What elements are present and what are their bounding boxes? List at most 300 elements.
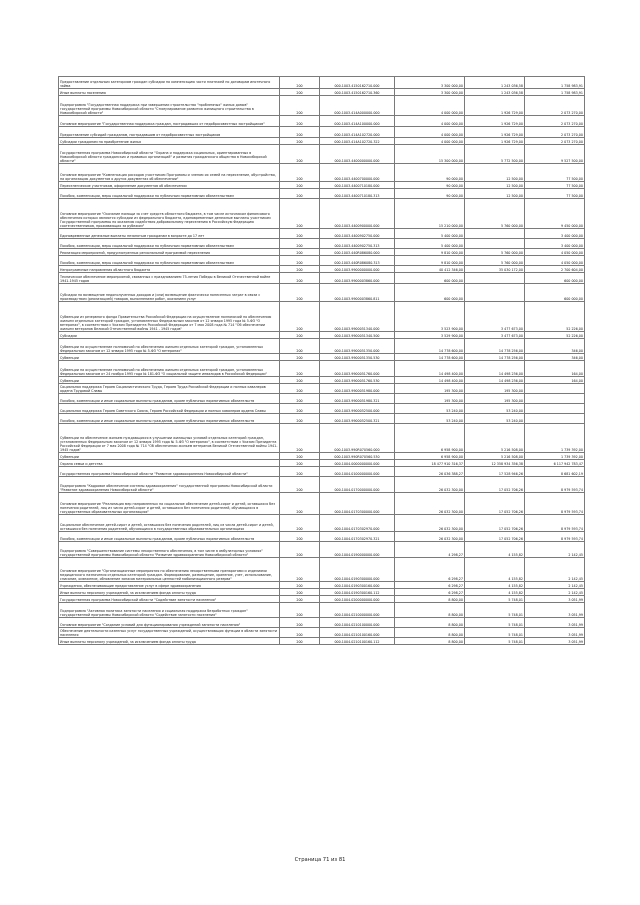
row-executed-amount	[465, 284, 525, 302]
table-row	[59, 414, 585, 424]
row-remaining-amount: 346,00	[525, 339, 585, 354]
table-row	[59, 596, 585, 603]
row-executed-amount: 4 155,82	[465, 582, 525, 589]
table-row	[59, 249, 585, 256]
row-approved-amount: 6 958 900,00	[395, 453, 465, 460]
table-row	[59, 638, 585, 645]
row-name: Основное мероприятие "Организационные мероприятия по обеспечению лекарственными препаратами и изделиями медицинского назначения отдельных категорий граждан. Формирование, размещение, хранение, учет, использование, списание, освежение, обновление запасов материальных ценностей мобилизационного резерва"	[59, 558, 280, 582]
row-executed-amount: 3 477 673,00	[465, 332, 525, 339]
table-row	[59, 199, 585, 229]
table-row	[59, 377, 585, 384]
row-executed-amount: 5 748,01	[465, 596, 525, 603]
row-group-code: 200	[280, 145, 320, 164]
table-row	[59, 394, 585, 404]
row-group-code: 200	[280, 603, 320, 618]
row-remaining-amount: 1 758 983,91	[525, 77, 585, 89]
row-classification-code: 000.1003.9900051350.530	[320, 354, 395, 361]
row-remaining-amount	[525, 404, 585, 414]
row-name: Единовременные денежные выплаты незанятым гражданам в возрасте до 17 лет	[59, 229, 280, 239]
row-remaining-amount: 3 051,99	[525, 638, 585, 645]
row-group-code: 200	[280, 77, 320, 89]
row-name: Субсидии гражданам на приобретение жилья	[59, 138, 280, 145]
row-remaining-amount	[525, 384, 585, 394]
table-row	[59, 493, 585, 515]
row-approved-amount: 8 800,00	[395, 628, 465, 638]
row-name: Государственная программа Новосибирской области "Содействие занятости населения"	[59, 596, 280, 603]
row-remaining-amount: 2 142,45	[525, 582, 585, 589]
row-group-code: 200	[280, 477, 320, 493]
row-group-code: 200	[280, 189, 320, 199]
row-classification-code: 000.1003.4400902750.000	[320, 229, 395, 239]
row-approved-amount: 14 778 600,00	[395, 354, 465, 361]
row-remaining-amount: 2 142,45	[525, 558, 585, 582]
row-classification-code: 000.1003.9900051340.500	[320, 332, 395, 339]
row-approved-amount: 40 412 346,00	[395, 266, 465, 273]
row-approved-amount: 5 400 000,00	[395, 239, 465, 249]
row-executed-amount: 5 748,01	[465, 638, 525, 645]
row-group-code: 200	[280, 361, 320, 377]
row-group-code: 200	[280, 424, 320, 453]
row-classification-code: 000.1003.414A100000.000	[320, 116, 395, 127]
row-executed-amount: 53 240,00	[465, 414, 525, 424]
row-group-code: 200	[280, 116, 320, 127]
row-remaining-amount: 3 051,99	[525, 596, 585, 603]
row-approved-amount: 3 300 000,00	[395, 89, 465, 96]
row-executed-amount: 17 052 706,26	[465, 477, 525, 493]
row-classification-code: 000.1004.0170302970.321	[320, 532, 395, 542]
row-name: Предоставление отдельным категориям граждан субсидии на компенсацию части платежей по договорам ипотечного займа	[59, 77, 280, 89]
row-classification-code: 000.1003.414A102720.322	[320, 138, 395, 145]
row-group-code: 200	[280, 339, 320, 354]
table-row	[59, 284, 585, 302]
row-classification-code: 000.1004.0200000000.000	[320, 596, 395, 603]
table-row	[59, 628, 585, 638]
row-group-code: 200	[280, 239, 320, 249]
budget-table	[58, 76, 585, 645]
row-remaining-amount: 52 226,00	[525, 332, 585, 339]
table-row	[59, 515, 585, 532]
row-name: Субвенции	[59, 354, 280, 361]
row-executed-amount: 4 155,82	[465, 589, 525, 596]
row-classification-code: 000.1003.990R070560.530	[320, 453, 395, 460]
row-name: Основное мероприятие "Государственная поддержка граждан, пострадавших от недобросовестных застройщиков"	[59, 116, 280, 127]
row-executed-amount: 14 498 236,00	[465, 377, 525, 384]
row-name: Пособия, компенсации, меры социальной поддержки по публичным нормативным обязательствам	[59, 189, 280, 199]
row-approved-amount: 6 298,27	[395, 582, 465, 589]
row-executed-amount	[465, 229, 525, 239]
row-remaining-amount: 4 050 000,00	[525, 249, 585, 256]
table-row	[59, 589, 585, 596]
row-approved-amount: 9 810 000,00	[395, 256, 465, 266]
row-group-code: 200	[280, 127, 320, 138]
row-approved-amount: 195 300,00	[395, 384, 465, 394]
row-remaining-amount	[525, 394, 585, 404]
table-row	[59, 384, 585, 394]
row-name: Пособия, компенсации, меры социальной поддержки по публичным нормативным обязательствам	[59, 256, 280, 266]
row-approved-amount: 4 000 000,00	[395, 127, 465, 138]
row-approved-amount: 8 800,00	[395, 596, 465, 603]
row-name: Субвенции	[59, 377, 280, 384]
row-remaining-amount: 3 400 000,00	[525, 229, 585, 239]
row-name: Социальное обеспечение детей-сирот и детей, оставшихся без попечения родителей, лиц из числа детей-сирот и детей, оставшихся без попечения родителей, обучающихся в государственных образовательных организациях	[59, 515, 280, 532]
row-approved-amount: 26 036 388,27	[395, 467, 465, 477]
row-approved-amount: 26 032 300,00	[395, 493, 465, 515]
row-executed-amount: 12 500,00	[465, 182, 525, 189]
row-executed-amount: 12 500,00	[465, 164, 525, 182]
row-remaining-amount: 77 500,00	[525, 189, 585, 199]
table-row	[59, 229, 585, 239]
row-classification-code: 000.1004.0210100000.000	[320, 618, 395, 628]
budget-table-body	[59, 77, 585, 645]
row-remaining-amount: 3 051,99	[525, 603, 585, 618]
row-executed-amount	[465, 239, 525, 249]
row-approved-amount: 4 000 000,00	[395, 116, 465, 127]
table-row	[59, 424, 585, 453]
table-row	[59, 164, 585, 182]
row-remaining-amount: 4 050 000,00	[525, 256, 585, 266]
row-name: Подпрограмма "Совершенствование системы лекарственного обеспечения, в том числе в амбулаторных условиях" государственной программы Новосибирской области "Развитие здравоохранения Новосибирской области"	[59, 542, 280, 558]
row-name: Подпрограмма "Кадровое обеспечение системы здравоохранения" государственной программы Новосибирской области "Развитие здравоохранения Новосибирской области"	[59, 477, 280, 493]
table-row	[59, 460, 585, 467]
row-group-code: 200	[280, 249, 320, 256]
row-name: Субвенции из резервного фонда Правительства Российской Федерации на осуществление полномочий по обеспечению жильем отдельных категорий граждан, установленных Федеральным законом от 12 января 1995 года № 5-ФЗ "О ветеранах", в соответствии с Указом Президента Российской Федерации от 7 мая 2008 года № 714 "Об обеспечении жильем ветеранов Великой Отечественной войны 1941 - 1945 годов"	[59, 302, 280, 332]
page-number: Страница 71 из 81	[294, 857, 346, 863]
row-approved-amount: 26 032 300,00	[395, 477, 465, 493]
row-name: Подпрограмма "Государственная поддержка при завершении строительства "проблемных" жилых домов" государственной программы Новосибирской области "Стимулирование развития жилищного строительства в Новосибирской области"	[59, 96, 280, 116]
row-classification-code: 000.1003.9900003860.811	[320, 284, 395, 302]
row-group-code: 200	[280, 460, 320, 467]
row-group-code: 200	[280, 229, 320, 239]
row-group-code: 200	[280, 596, 320, 603]
table-row	[59, 182, 585, 189]
row-remaining-amount: 2 142,45	[525, 542, 585, 558]
row-remaining-amount: 77 500,00	[525, 164, 585, 182]
row-executed-amount: 17 052 706,26	[465, 515, 525, 532]
row-approved-amount: 9 810 000,00	[395, 249, 465, 256]
row-classification-code: 000.1003.9900051760.000	[320, 361, 395, 377]
row-approved-amount: 8 800,00	[395, 618, 465, 628]
row-group-code: 200	[280, 558, 320, 582]
row-remaining-amount: 52 226,00	[525, 302, 585, 332]
table-row	[59, 603, 585, 618]
row-remaining-amount: 1 739 392,00	[525, 424, 585, 453]
row-classification-code: 000.1003.9900052500.000	[320, 404, 395, 414]
table-row	[59, 354, 585, 361]
table-row	[59, 302, 585, 332]
row-remaining-amount: 164,00	[525, 361, 585, 377]
row-remaining-amount	[525, 414, 585, 424]
row-executed-amount: 5 748,01	[465, 603, 525, 618]
table-row	[59, 332, 585, 339]
table-row	[59, 116, 585, 127]
row-executed-amount: 1 926 729,00	[465, 116, 525, 127]
row-remaining-amount: 8 979 593,74	[525, 493, 585, 515]
row-group-code: 200	[280, 638, 320, 645]
row-remaining-amount: 8 979 593,74	[525, 515, 585, 532]
row-name: Субвенции на обеспечение жильем нуждающихся в улучшении жилищных условий отдельных категорий граждан, установленных Федеральным законом от 12 января 1995 года № 5-ФЗ "О ветеранах", в соответствии с Указом Президента Российской Федерации от 7 мая 2008 года № 714 "Об обеспечении жильем ветеранов Великой Отечественной войны 1941-1945 годов"	[59, 424, 280, 453]
row-approved-amount: 90 000,00	[395, 189, 465, 199]
row-name: Основное мероприятие "Создание условий для функционирования учреждений занятости населения"	[59, 618, 280, 628]
row-remaining-amount: 3 051,99	[525, 628, 585, 638]
row-remaining-amount: 2 073 270,00	[525, 96, 585, 116]
row-name: Социальная поддержка Героев Советского Союза, Героев Российской Федерации и полных кавалеров ордена Славы	[59, 404, 280, 414]
row-remaining-amount: 3 051,99	[525, 618, 585, 628]
row-group-code: 200	[280, 266, 320, 273]
row-name: Основное мероприятие "Реализация мер направленных на социальное обеспечение детей-сирот и детей, оставшихся без попечения родителей, лиц из числа детей-сирот и детей, оставшихся без попечения родителей, обучающихся в государственных образовательных организациях"	[59, 493, 280, 515]
row-remaining-amount: 8 979 593,74	[525, 532, 585, 542]
table-row	[59, 477, 585, 493]
row-classification-code: 000.1003.9900051340.000	[320, 302, 395, 332]
row-executed-amount: 53 240,00	[465, 404, 525, 414]
table-row	[59, 558, 585, 582]
row-executed-amount: 5 748,01	[465, 618, 525, 628]
row-approved-amount: 3 300 000,00	[395, 77, 465, 89]
table-row	[59, 239, 585, 249]
row-remaining-amount: 3 400 000,00	[525, 239, 585, 249]
row-name: Субвенции на осуществление полномочий по обеспечению жильем отдельных категорий граждан, установленных Федеральным законом от 12 января 1995 года № 5-ФЗ "О ветеранах"	[59, 339, 280, 354]
row-remaining-amount: 6 117 942 783,47	[525, 460, 585, 467]
row-group-code: 200	[280, 138, 320, 145]
row-classification-code: 000.1003.440R086080.313	[320, 256, 395, 266]
table-row	[59, 542, 585, 558]
row-name: Переселенческие участникам, оформление документов об обеспечении	[59, 182, 280, 189]
row-classification-code: 000.1003.414A102720.000	[320, 127, 395, 138]
row-executed-amount: 12 500,00	[465, 189, 525, 199]
row-remaining-amount: 346,00	[525, 354, 585, 361]
table-row	[59, 582, 585, 589]
row-approved-amount: 6 958 900,00	[395, 424, 465, 453]
row-classification-code: 000.1003.9900052500.321	[320, 414, 395, 424]
row-executed-amount: 17 052 706,26	[465, 532, 525, 542]
row-executed-amount: 1 926 729,00	[465, 96, 525, 116]
row-remaining-amount: 8 681 602,19	[525, 467, 585, 477]
row-approved-amount: 53 240,00	[395, 414, 465, 424]
row-group-code: 200	[280, 493, 320, 515]
row-name: Субсидии на возмещение недополученных доходов и (или) возмещение фактически понесенных затрат в связи с производством (реализацией) товаров, выполнением работ, оказанием услуг	[59, 284, 280, 302]
row-classification-code: 000.1004.0170000000.000	[320, 477, 395, 493]
row-classification-code: 000.1004.0210100160.000	[320, 628, 395, 638]
row-executed-amount: 5 216 508,00	[465, 424, 525, 453]
row-group-code: 200	[280, 628, 320, 638]
row-classification-code: 000.1003.4400902750.313	[320, 239, 395, 249]
row-name: Пособия, компенсации, меры социальной поддержки по публичным нормативным обязательствам	[59, 239, 280, 249]
row-name: Реализация мероприятий, предусмотренных региональной программой переселения	[59, 249, 280, 256]
row-classification-code: 000.1004.0100000000.000	[320, 467, 395, 477]
row-group-code: 200	[280, 354, 320, 361]
row-approved-amount: 15 300 000,00	[395, 145, 465, 164]
row-approved-amount: 14 498 400,00	[395, 377, 465, 384]
row-classification-code: 000.1003.9900000000.000	[320, 266, 395, 273]
row-approved-amount: 14 778 600,00	[395, 339, 465, 354]
row-name: Иные выплаты персоналу учреждений, за исключением фонда оплаты труда	[59, 589, 280, 596]
row-classification-code: 000.1004.0210000000.000	[320, 603, 395, 618]
row-approved-amount: 8 800,00	[395, 603, 465, 618]
row-classification-code: 000.1004.0170302970.000	[320, 515, 395, 532]
row-name: Государственная программа Новосибирской области "Развитие здравоохранения Новосибирской области"	[59, 467, 280, 477]
row-name: Подпрограмма "Активная политика занятости населения и социальная поддержка безработных граждан" государственной программы Новосибирской области "Содействие занятости населения"	[59, 603, 280, 618]
table-row	[59, 77, 585, 89]
table-row	[59, 339, 585, 354]
row-executed-amount: 5 760 000,00	[465, 199, 525, 229]
row-group-code: 200	[280, 182, 320, 189]
table-row	[59, 404, 585, 414]
row-approved-amount: 26 032 300,00	[395, 532, 465, 542]
row-approved-amount: 53 240,00	[395, 404, 465, 414]
row-name: Пособия, компенсации и иные социальные выплаты гражданам, кроме публичных нормативных обязательств	[59, 414, 280, 424]
row-executed-amount: 1 243 036,58	[465, 89, 525, 96]
row-approved-amount: 90 000,00	[395, 182, 465, 189]
row-name: Пособия, компенсации и иные социальные выплаты гражданам, кроме публичных нормативных обязательств	[59, 394, 280, 404]
table-row	[59, 189, 585, 199]
row-remaining-amount: 164,00	[525, 377, 585, 384]
row-approved-amount: 195 300,00	[395, 394, 465, 404]
table-row	[59, 467, 585, 477]
row-name: Обеспечение деятельности казенных услуг государственных учреждений, осуществляющих функции в области занятости населения	[59, 628, 280, 638]
row-name: Учреждения, обеспечивающие предоставление услуг в сфере здравоохранения	[59, 582, 280, 589]
row-group-code: 200	[280, 164, 320, 182]
row-executed-amount	[465, 273, 525, 284]
row-classification-code: 000.1003.9900051980.000	[320, 384, 395, 394]
row-group-code: 200	[280, 542, 320, 558]
row-remaining-amount: 77 500,00	[525, 182, 585, 189]
table-row	[59, 453, 585, 460]
row-executed-amount: 1 926 729,00	[465, 138, 525, 145]
row-executed-amount: 3 477 673,00	[465, 302, 525, 332]
row-approved-amount: 6 298,27	[395, 589, 465, 596]
row-group-code: 200	[280, 453, 320, 460]
row-remaining-amount: 9 450 000,00	[525, 199, 585, 229]
row-executed-amount: 12 358 934 356,38	[465, 460, 525, 467]
row-classification-code: 000.1003.4150162710.360	[320, 89, 395, 96]
row-classification-code: 000.1004.0190300000.000	[320, 558, 395, 582]
row-classification-code: 000.1004.0210100160.112	[320, 638, 395, 645]
table-row	[59, 273, 585, 284]
row-group-code: 200	[280, 332, 320, 339]
row-classification-code: 000.1004.0190300160.112	[320, 589, 395, 596]
row-group-code: 200	[280, 256, 320, 266]
row-remaining-amount: 600 000,00	[525, 273, 585, 284]
row-name: Социальная поддержка Героев Социалистического Труда, Героев Труда Российской Федерации и полных кавалеров ордена Трудовой Славы	[59, 384, 280, 394]
row-approved-amount: 90 000,00	[395, 164, 465, 182]
row-remaining-amount: 1 758 983,91	[525, 89, 585, 96]
row-group-code: 200	[280, 284, 320, 302]
row-classification-code: 000.1003.4400000000.000	[320, 145, 395, 164]
row-approved-amount: 600 000,00	[395, 273, 465, 284]
row-approved-amount: 5 400 000,00	[395, 229, 465, 239]
row-group-code: 200	[280, 384, 320, 394]
row-executed-amount: 17 052 706,26	[465, 493, 525, 515]
row-group-code: 200	[280, 273, 320, 284]
row-group-code: 200	[280, 89, 320, 96]
row-group-code: 200	[280, 589, 320, 596]
row-executed-amount: 5 772 500,00	[465, 145, 525, 164]
table-row	[59, 145, 585, 164]
row-group-code: 200	[280, 515, 320, 532]
row-approved-amount: 15 210 000,00	[395, 199, 465, 229]
row-name: Государственная программа Новосибирской области "Охрана и поддержка социальных, ориентированных в Новосибирской области гражданских и правовых организаций" и развития гражданского общества в Новосибирской области"	[59, 145, 280, 164]
row-name: Охрана семьи и детства	[59, 460, 280, 467]
row-classification-code: 000.1003.4400900000.000	[320, 199, 395, 229]
row-approved-amount: 18 477 910 316,37	[395, 460, 465, 467]
row-classification-code: 000.1003.9900051980.321	[320, 394, 395, 404]
row-executed-amount: 17 528 946,26	[465, 467, 525, 477]
row-group-code: 200	[280, 394, 320, 404]
table-row	[59, 361, 585, 377]
row-group-code: 200	[280, 377, 320, 384]
row-executed-amount: 14 778 256,00	[465, 339, 525, 354]
row-name: Основное мероприятие "Компенсация расходов участникам Программы и членам их семей на переселение, обустройство, на организацию документов о других документах об обеспечении"	[59, 164, 280, 182]
table-row	[59, 618, 585, 628]
row-approved-amount: 26 032 300,00	[395, 515, 465, 532]
row-approved-amount: 4 298,27	[395, 542, 465, 558]
row-executed-amount: 14 778 256,00	[465, 354, 525, 361]
row-executed-amount: 5 748,01	[465, 628, 525, 638]
row-classification-code: 000.1003.4150162710.000	[320, 77, 395, 89]
row-name: Основное мероприятие "Оказание помощи за счет средств областного бюджета, в том числе источником финансового обеспечения которых являются субсидии из федерального бюджета, единовременные денежные выплаты участникам Государственной программы по оказанию содействия добровольному переселению в Российскую Федерацию соотечественников, проживающих за рубежом"	[59, 199, 280, 229]
row-name: Непрограммные направления областного бюджета	[59, 266, 280, 273]
row-name: Техническое обеспечение мероприятий, связанных с празднованием 75-летия Победы в Великой Отечественной войне 1941-1945 годов	[59, 273, 280, 284]
table-row	[59, 256, 585, 266]
row-group-code: 200	[280, 302, 320, 332]
row-name: Иные выплаты персоналу учреждений, за исключением фонда оплаты труда	[59, 638, 280, 645]
table-row	[59, 127, 585, 138]
row-group-code: 200	[280, 199, 320, 229]
row-group-code: 200	[280, 414, 320, 424]
row-name: Субсидии	[59, 332, 280, 339]
row-executed-amount: 4 155,82	[465, 542, 525, 558]
row-group-code: 200	[280, 404, 320, 414]
row-executed-amount: 5 216 508,00	[465, 453, 525, 460]
row-remaining-amount: 8 979 593,74	[525, 477, 585, 493]
row-approved-amount: 4 000 000,00	[395, 138, 465, 145]
table-row	[59, 266, 585, 273]
table-row	[59, 138, 585, 145]
row-executed-amount: 1 243 036,58	[465, 77, 525, 89]
row-group-code: 200	[280, 467, 320, 477]
row-name: Предоставление субсидий гражданам, пострадавшим от недобросовестных застройщиков	[59, 127, 280, 138]
row-classification-code: 000.1003.9900003860.000	[320, 273, 395, 284]
row-name: Субвенции	[59, 453, 280, 460]
table-row	[59, 89, 585, 96]
row-classification-code: 000.1004.0170300000.000	[320, 493, 395, 515]
row-remaining-amount: 2 142,45	[525, 589, 585, 596]
row-executed-amount: 1 926 729,00	[465, 127, 525, 138]
row-classification-code: 000.1003.9900051350.000	[320, 339, 395, 354]
row-remaining-amount: 2 073 270,00	[525, 127, 585, 138]
row-remaining-amount: 2 073 270,00	[525, 116, 585, 127]
row-remaining-amount: 600 000,00	[525, 284, 585, 302]
row-classification-code: 000.1003.414A000000.000	[320, 96, 395, 116]
row-classification-code: 000.1003.990R070560.000	[320, 424, 395, 453]
table-row	[59, 532, 585, 542]
table-row	[59, 96, 585, 116]
row-remaining-amount: 2 073 270,00	[525, 138, 585, 145]
row-approved-amount: 6 298,27	[395, 558, 465, 582]
row-name: Субвенции на осуществление полномочий по обеспечению жильем отдельных категорий граждан, установленных Федеральным законом от 24 ноября 1995 года № 181-ФЗ "О социальной защите инвалидов в Российской Федерации"	[59, 361, 280, 377]
row-approved-amount: 3 529 900,00	[395, 332, 465, 339]
row-classification-code: 000.1003.4400710180.000	[320, 182, 395, 189]
row-classification-code: 000.1003.440R086080.000	[320, 249, 395, 256]
row-classification-code: 000.1003.9900051760.530	[320, 377, 395, 384]
row-name: Иные выплаты населению	[59, 89, 280, 96]
row-executed-amount: 195 300,00	[465, 384, 525, 394]
row-approved-amount: 8 800,00	[395, 638, 465, 645]
row-executed-amount: 195 300,00	[465, 394, 525, 404]
row-executed-amount: 4 155,82	[465, 558, 525, 582]
row-classification-code: 000.1003.4400700000.000	[320, 164, 395, 182]
row-classification-code: 000.1003.4400710180.313	[320, 189, 395, 199]
row-approved-amount: 4 000 000,00	[395, 96, 465, 116]
